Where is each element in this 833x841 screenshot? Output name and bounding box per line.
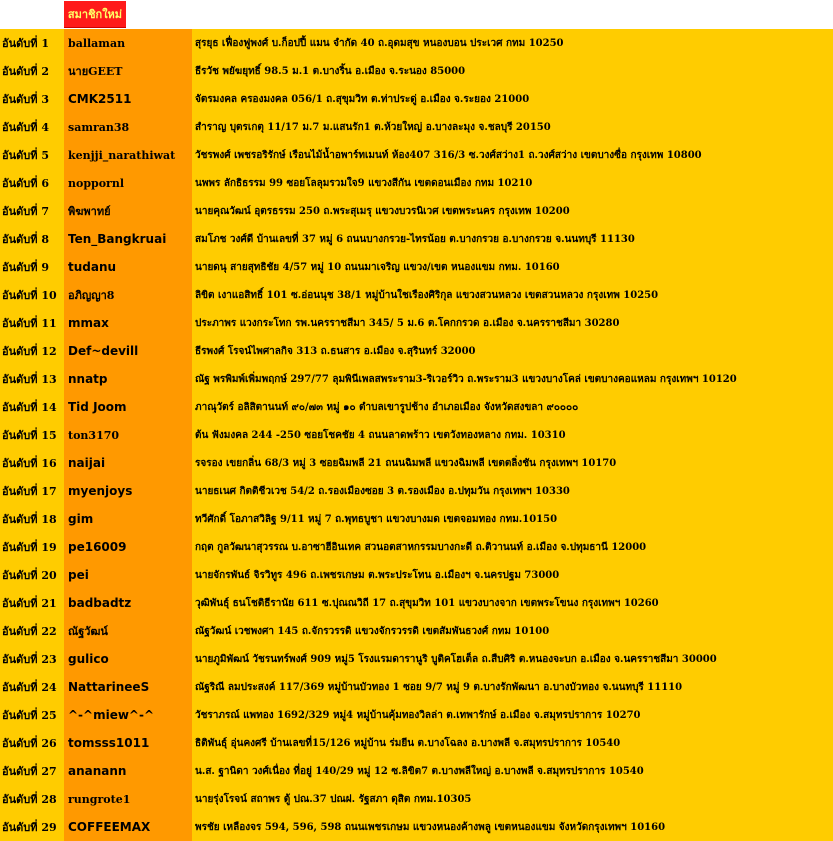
address-cell: วุฒิพันธุ์ ธนโชติธีรานัย 611 ซ.ปุณณวิถี 17 ถ.สุขุมวิท 101 แขวงบางจาก เขตพระโขนง กรุงเทพฯ 10260: [195, 597, 659, 609]
username-cell: samran38: [64, 113, 192, 141]
address-cell: ลิขิต เงาแอสิทธิ์ 101 ซ.อ่อนนุช 38/1 หมู่บ้านใชเรืองศิริกุล แขวงสวนหลวง เขตสวนหลวง กรุงเทพ 10250: [195, 289, 659, 301]
username-cell: ananann: [64, 757, 192, 785]
username-cell: mmax: [64, 309, 192, 337]
username-cell: rungrote1: [64, 785, 192, 813]
member-row: [0, 309, 833, 337]
member-row: [0, 645, 833, 673]
address-cell: นายรุ่งโรจน์ สถาพร ตู้ ปณ.37 ปณฝ. รัฐสภา ดุสิต กทม.10305: [195, 793, 472, 805]
username-cell: อภิญญา8: [64, 281, 192, 309]
address-cell: ธิติพันธุ์ อุ่นคงศรี บ้านเลขที่15/126 หมู่บ้าน ร่มยีน ต.บางโฉลง อ.บางพลี จ.สมุทรปราการ 10540: [195, 737, 621, 749]
rank-cell: อันดับที่ 27: [2, 765, 57, 778]
rank-cell: อันดับที่ 21: [2, 597, 57, 610]
username-cell: pei: [64, 561, 192, 589]
member-row: [0, 393, 833, 421]
rank-cell: อันดับที่ 20: [2, 569, 57, 582]
address-cell: ณัฐวัฒน์ เวชพงศา 145 ถ.จักรวรรดิ แขวงจักรวรรดิ เขตสัมพันธวงศ์ กทม 10100: [195, 625, 550, 637]
member-row: [0, 533, 833, 561]
member-row: [0, 57, 833, 85]
member-row: [0, 141, 833, 169]
rank-cell: อันดับที่ 23: [2, 653, 57, 666]
member-row: [0, 757, 833, 785]
member-row: [0, 561, 833, 589]
address-cell: สำราญ บุตรเกตุ 11/17 ม.7 ม.แสนรัก1 ต.ห้วยใหญ่ อ.บางละมุง จ.ชลบุรี 20150: [195, 121, 551, 133]
username-cell: พิฆพาทย์: [64, 197, 192, 225]
member-row: [0, 701, 833, 729]
member-row: [0, 505, 833, 533]
rank-cell: อันดับที่ 25: [2, 709, 57, 722]
rank-cell: อันดับที่ 14: [2, 401, 57, 414]
address-cell: ภาณุวัตร์ อลิสิตานนท์ ๙๐/๗๓ หมู่ ๑๐ ตำบลเขารูปช้าง อำเภอเมือง จังหวัดสงขลา ๙๐๐๐๐: [195, 401, 579, 413]
address-cell: ณัฐ พรพิมพ์เพิ่มพฤกษ์ 297/77 ลุมพินีเพลสพระราม3-ริเวอร์วิว ถ.พระราม3 แขวงบางโคล่ เขตบางคอแหลม กรุงเทพฯ 10120: [195, 373, 737, 385]
member-row: [0, 421, 833, 449]
header-new-members: สมาชิกใหม่: [64, 1, 126, 28]
member-row: [0, 337, 833, 365]
member-row: [0, 617, 833, 645]
address-cell: นพพร ลักธิธรรม 99 ซอยโลลุมรวมใจ9 แขวงสีกัน เขตดอนเมือง กทม 10210: [195, 177, 533, 189]
rank-cell: อันดับที่ 3: [2, 93, 49, 106]
address-cell: นายจักรพันธ์ จิรวิทูร 496 ถ.เพชรเกษม ต.พระประโทน อ.เมืองฯ จ.นครปฐม 73000: [195, 569, 560, 581]
member-row: [0, 477, 833, 505]
rank-cell: อันดับที่ 6: [2, 177, 49, 190]
member-row: [0, 589, 833, 617]
address-cell: นายดนุ สายสุทธิชัย 4/57 หมู่ 10 ถนนมาเจริญ แขวง/เขต หนองแขม กทม. 10160: [195, 261, 560, 273]
username-cell: ton3170: [64, 421, 192, 449]
rank-cell: อันดับที่ 18: [2, 513, 57, 526]
username-cell: noppornl: [64, 169, 192, 197]
member-row: [0, 785, 833, 813]
member-row: [0, 169, 833, 197]
member-row: [0, 281, 833, 309]
address-cell: พรชัย เหลืองจร 594, 596, 598 ถนนเพชรเกษม แขวงหนองค้างพลู เขตหนองแขม จังหวัดกรุงเทพฯ 10160: [195, 821, 666, 833]
username-cell: badbadtz: [64, 589, 192, 617]
member-row: [0, 113, 833, 141]
rank-cell: อันดับที่ 12: [2, 345, 57, 358]
address-cell: ธีรวัช พยัฆยุทธิ์ 98.5 ม.1 ต.บางริ้น อ.เมือง จ.ระนอง 85000: [195, 65, 466, 77]
address-cell: สมโภช วงศ์ดี บ้านเลขที่ 37 หมู่ 6 ถนนบางกรวย-ไทรน้อย ต.บางกรวย อ.บางกรวย จ.นนทบุรี 11130: [195, 233, 635, 245]
address-cell: วัชรพงศ์ เพชรอริรักษ์ เรือนไม้น้ำอพาร์ทเมนท์ ห้อง407 316/3 ซ.วงศ์สว่าง1 ถ.วงศ์สว่าง เขตบางซื่อ กรุงเทพ 10800: [195, 149, 702, 161]
address-cell: นายคุณวัฒน์ อุตรธรรม 250 ถ.พระสุเมรุ แขวงบวรนิเวศ เขตพระนคร กรุงเทพ 10200: [195, 205, 570, 217]
rank-cell: อันดับที่ 11: [2, 317, 57, 330]
member-row: [0, 729, 833, 757]
member-list: [0, 29, 833, 841]
rank-cell: อันดับที่ 22: [2, 625, 57, 638]
address-cell: รจรอง เขยกลิ่น 68/3 หมู่ 3 ซอยฉิมพลี 21 ถนนฉิมพลี แขวงฉิมพลี เขตตลิ่งชัน กรุงเทพฯ 10170: [195, 457, 617, 469]
username-cell: นายGEET: [64, 57, 192, 85]
address-cell: ทวีศักดิ์ โอภาสวิลิฐ 9/11 หมู่ 7 ถ.พุทธบูชา แขวงบางมด เขตจอมทอง กทม.10150: [195, 513, 558, 525]
username-cell: ณัฐวัฒน์: [64, 617, 192, 645]
rank-cell: อันดับที่ 29: [2, 821, 57, 834]
rank-cell: อันดับที่ 7: [2, 205, 49, 218]
member-row: [0, 225, 833, 253]
username-cell: NattarineeS: [64, 673, 192, 701]
username-cell: Tid Joom: [64, 393, 192, 421]
address-cell: ธีรพงศ์ โรจน์ไพศาลกิจ 313 ถ.ธนสาร อ.เมือง จ.สุรินทร์ 32000: [195, 345, 476, 357]
username-cell: gulico: [64, 645, 192, 673]
rank-cell: อันดับที่ 24: [2, 681, 57, 694]
username-cell: tomsss1011: [64, 729, 192, 757]
address-cell: นายธเนศ กิตติชีวเวช 54/2 ถ.รองเมืองซอย 3 ต.รองเมือง อ.ปทุมวัน กรุงเทพฯ 10330: [195, 485, 570, 497]
username-cell: myenjoys: [64, 477, 192, 505]
rank-cell: อันดับที่ 9: [2, 261, 49, 274]
rank-cell: อันดับที่ 15: [2, 429, 57, 442]
rank-cell: อันดับที่ 8: [2, 233, 49, 246]
address-cell: นายภูมิพัฒน์ วัชรนทร์พงศ์ 909 หมู่5 โรงแรมดารานูริ บูติคโฮเต็ล ถ.สืบศิริ ต.หนองจะบก อ.เมือง จ.นครราชสีมา 30000: [195, 653, 717, 665]
username-cell: kenjji_narathiwat: [64, 141, 192, 169]
rank-cell: อันดับที่ 4: [2, 121, 49, 134]
username-cell: CMK2511: [64, 85, 192, 113]
rank-cell: อันดับที่ 26: [2, 737, 57, 750]
address-cell: ประภาพร แวงกระโทก รพ.นครราชสีมา 345/ 5 ม.6 ต.โคกกรวด อ.เมือง จ.นครราชสีมา 30280: [195, 317, 620, 329]
member-row: [0, 197, 833, 225]
username-cell: tudanu: [64, 253, 192, 281]
username-cell: Ten_Bangkruai: [64, 225, 192, 253]
address-cell: ณัฐริณี ลมประสงค์ 117/369 หมู่บ้านบัวทอง 1 ซอย 9/7 หมู่ 9 ต.บางรักพัฒนา อ.บางบัวทอง จ.นนทบุรี 11110: [195, 681, 683, 693]
member-row: [0, 813, 833, 841]
rank-cell: อันดับที่ 10: [2, 289, 57, 302]
address-cell: น.ส. ฐานิดา วงศ์เนื่อง ที่อยู่ 140/29 หมู่ 12 ซ.ลิขิต7 ต.บางพลีใหญ่ อ.บางพลี จ.สมุทรปราการ 10540: [195, 765, 644, 777]
rank-cell: อันดับที่ 19: [2, 541, 57, 554]
address-cell: ต้น ฟังมงคล 244 -250 ซอยโชคชัย 4 ถนนลาดพร้าว เขตวังทองหลาง กทม. 10310: [195, 429, 566, 441]
username-cell: Def~devill: [64, 337, 192, 365]
header-row: [0, 0, 833, 29]
member-row: [0, 29, 833, 57]
member-row: [0, 449, 833, 477]
address-cell: วัชราภรณ์ แพทอง 1692/329 หมู่4 หมู่บ้านคุ้มทองวิลล่า ต.เทพารักษ์ อ.เมือง จ.สมุทรปราการ 10270: [195, 709, 641, 721]
address-cell: จัตรมงคล ครองมงคล 056/1 ถ.สุขุมวิท ต.ท่าประดู่ อ.เมือง จ.ระยอง 21000: [195, 93, 530, 105]
address-cell: กฤต กูลวัฒนาสุวรรณ บ.อาซาฮีอินเทค สวนอตสาหกรรมบางกะดี ถ.ติวานนท์ อ.เมือง จ.ปทุมธานี 12000: [195, 541, 647, 553]
username-cell: naijai: [64, 449, 192, 477]
member-row: [0, 253, 833, 281]
rank-cell: อันดับที่ 2: [2, 65, 49, 78]
rank-cell: อันดับที่ 5: [2, 149, 49, 162]
address-cell: สุรยุธ เฟื่องฟูพงศ์ บ.ก็อปปี้ แมน จำกัด 40 ถ.อุดมสุข หนองบอน ประเวศ กทม 10250: [195, 37, 564, 49]
rank-cell: อันดับที่ 13: [2, 373, 57, 386]
username-cell: nnatp: [64, 365, 192, 393]
member-row: [0, 85, 833, 113]
member-row: [0, 673, 833, 701]
username-cell: ^-^miew^-^: [64, 701, 192, 729]
member-row: [0, 365, 833, 393]
username-cell: ballaman: [64, 29, 192, 57]
rank-cell: อันดับที่ 28: [2, 793, 57, 806]
username-cell: COFFEEMAX: [64, 813, 192, 841]
rank-cell: อันดับที่ 1: [2, 37, 49, 50]
username-cell: gim: [64, 505, 192, 533]
rank-cell: อันดับที่ 17: [2, 485, 57, 498]
rank-cell: อันดับที่ 16: [2, 457, 57, 470]
username-cell: pe16009: [64, 533, 192, 561]
